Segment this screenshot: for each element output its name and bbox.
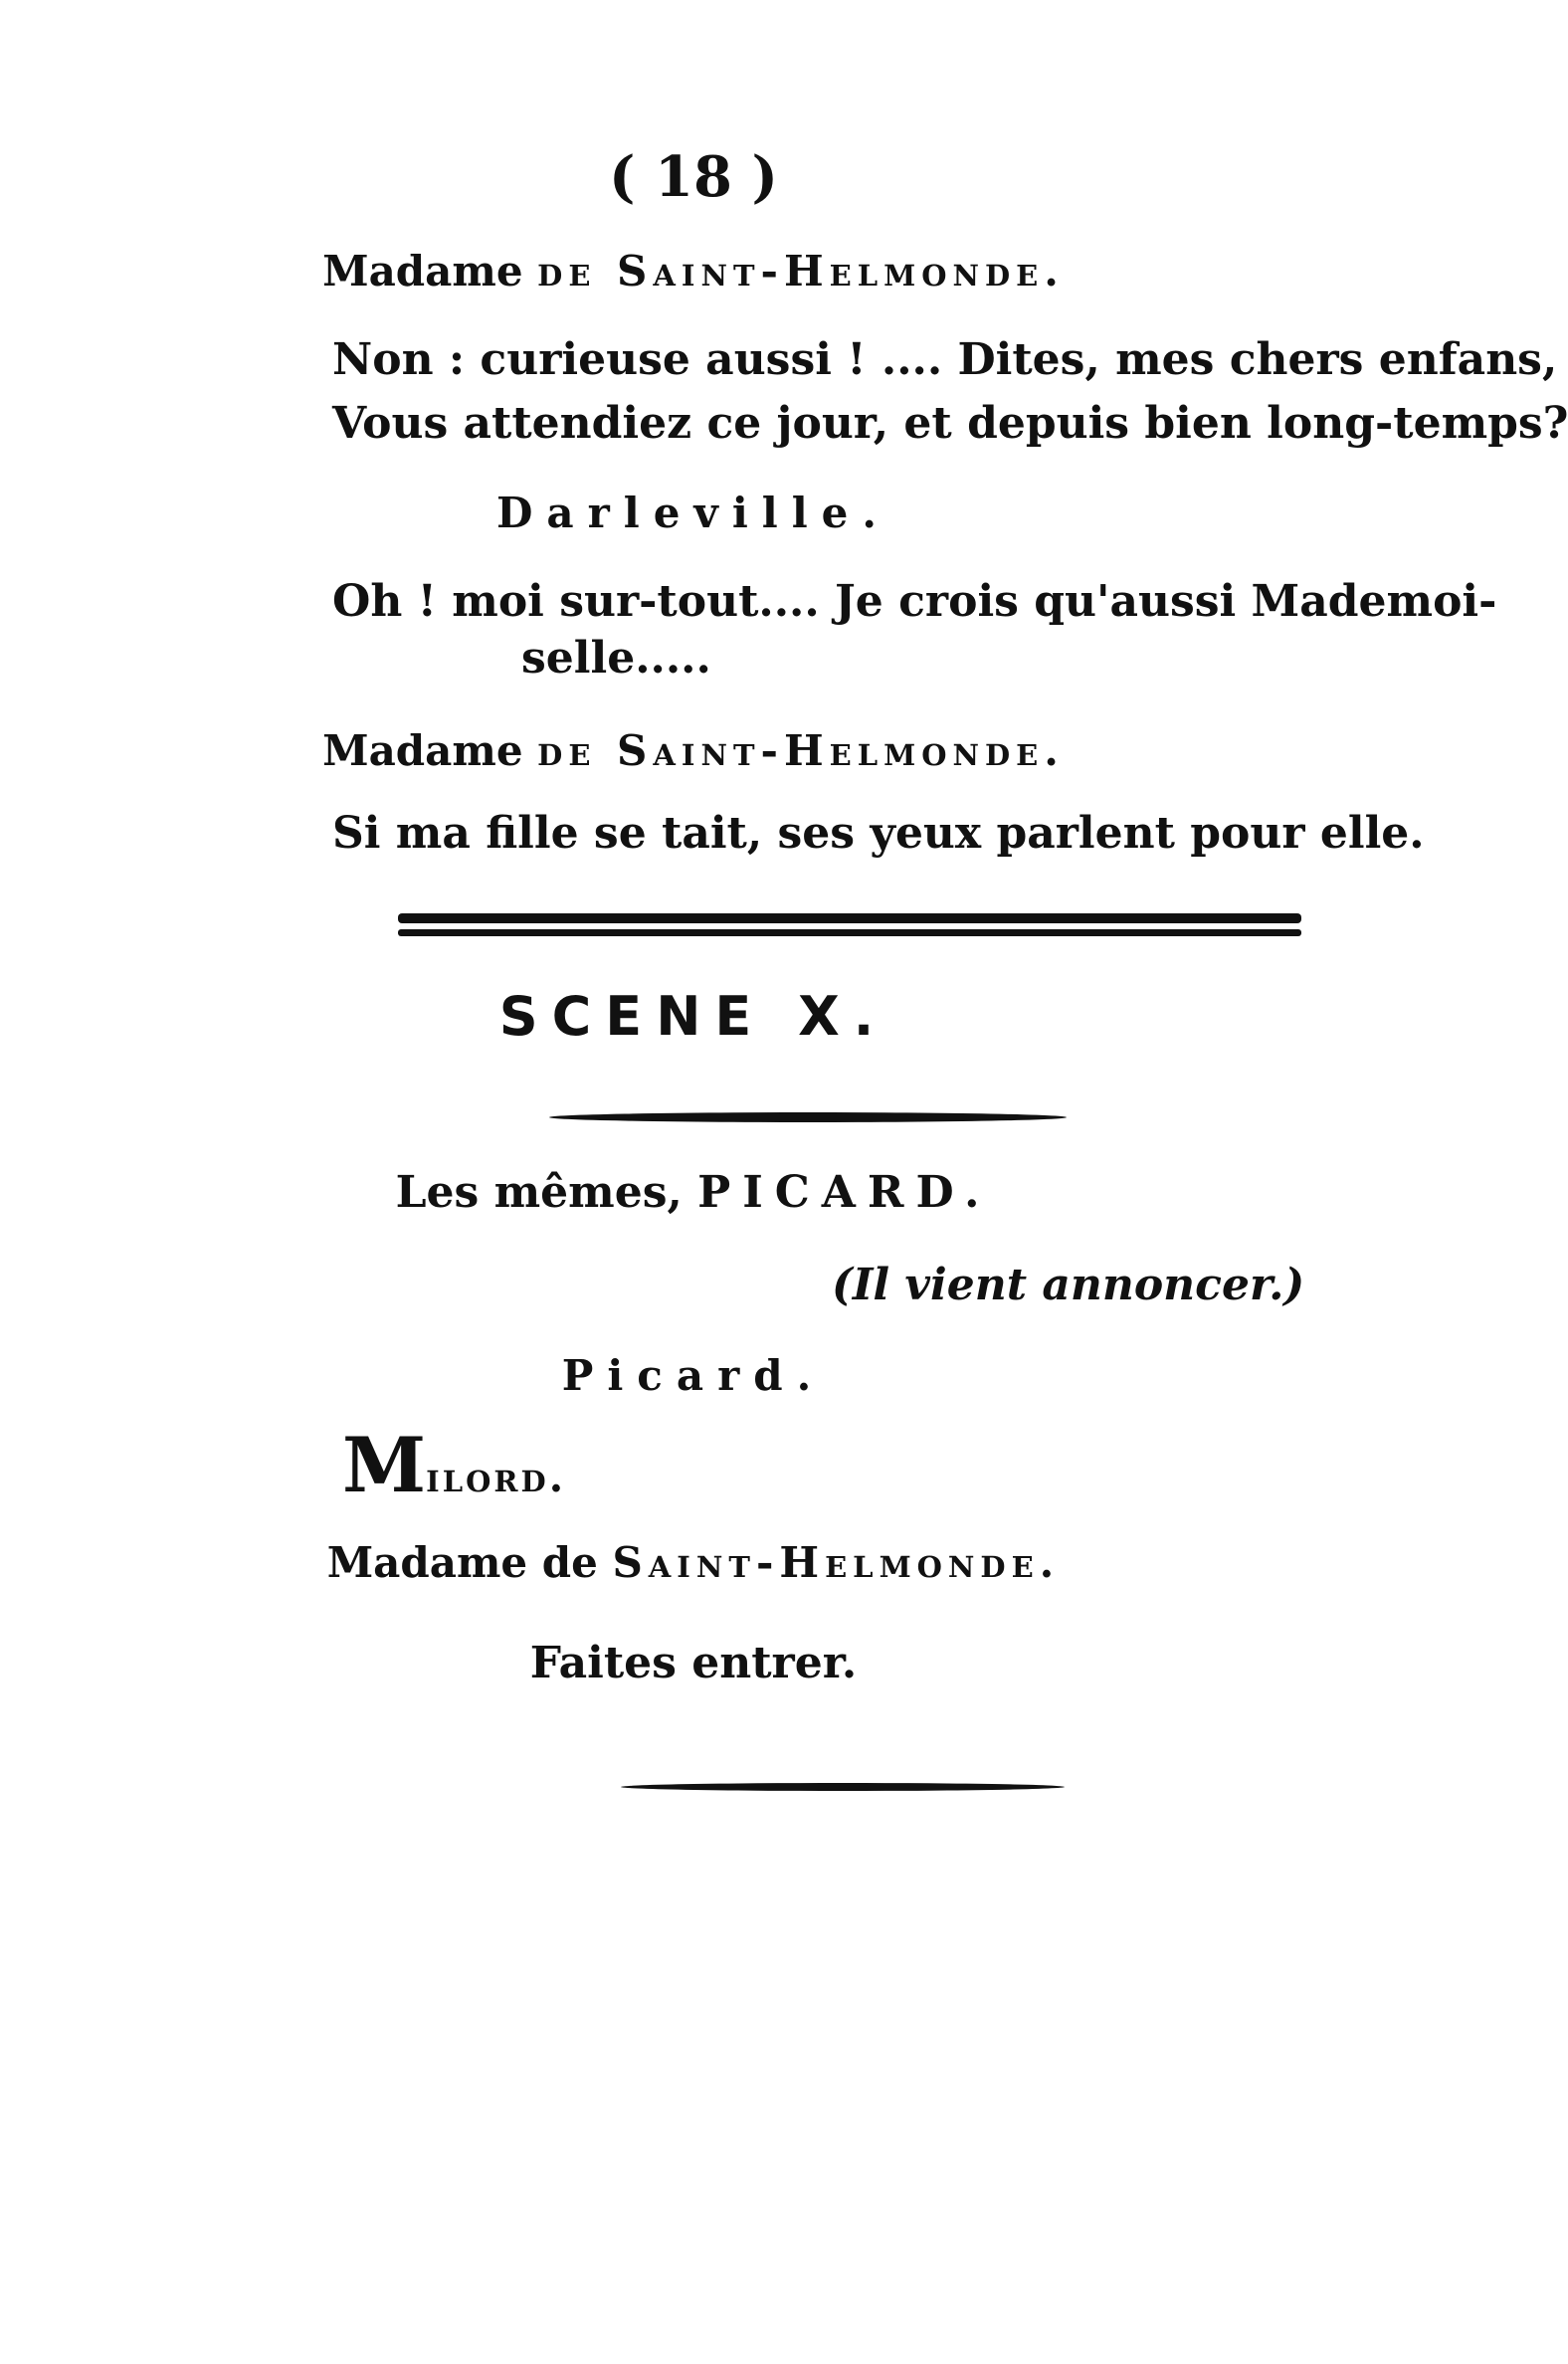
speaker-title: Madame bbox=[322, 247, 538, 296]
cast-list bbox=[0, 1167, 1387, 1218]
verse-line: Vous attendiez ce jour, et depuis bien long-temps? bbox=[332, 398, 1568, 449]
speaker-particle: de bbox=[537, 726, 618, 775]
cast-name: PICARD. bbox=[697, 1167, 992, 1218]
verse-line: Faites entrer. bbox=[529, 1638, 858, 1688]
verse-line: Si ma fille se tait, ses yeux parlent pour elle. bbox=[332, 808, 1425, 859]
stage-direction: (Il vient annoncer.) bbox=[832, 1260, 1305, 1310]
speaker-surname: Saint-Helmonde. bbox=[612, 1538, 1061, 1587]
drop-initial: M bbox=[342, 1421, 427, 1509]
double-rule bbox=[398, 913, 1301, 923]
divider-rule bbox=[549, 1112, 1067, 1122]
verse-line-rest: ilord. bbox=[426, 1453, 567, 1501]
verse-line: Oh ! moi sur-tout.... Je crois qu'aussi Mademoi- bbox=[332, 576, 1497, 627]
speaker-title: Madame de bbox=[326, 1538, 613, 1587]
page-number: ( 18 ) bbox=[609, 144, 778, 210]
speaker-particle: de bbox=[537, 247, 618, 296]
speaker-surname: Saint-Helmonde. bbox=[617, 726, 1065, 775]
speaker-heading bbox=[0, 247, 1387, 296]
verse-line: Non : curieuse aussi ! .... Dites, mes chers enfans, bbox=[332, 334, 1558, 385]
verse-line bbox=[342, 1421, 567, 1509]
speaker-heading: Picard. bbox=[561, 1351, 826, 1400]
speaker-heading: Darleville. bbox=[495, 489, 891, 537]
verse-line-continuation: selle..... bbox=[521, 633, 711, 684]
cast-prefix: Les mêmes, bbox=[395, 1167, 698, 1218]
scene-title: SCENE X. bbox=[498, 985, 888, 1048]
end-rule bbox=[621, 1783, 1065, 1791]
speaker-heading bbox=[0, 1538, 1387, 1587]
speaker-surname: Saint-Helmonde. bbox=[617, 247, 1065, 296]
double-rule bbox=[398, 929, 1301, 936]
speaker-title: Madame bbox=[322, 726, 538, 775]
speaker-heading bbox=[0, 726, 1387, 775]
